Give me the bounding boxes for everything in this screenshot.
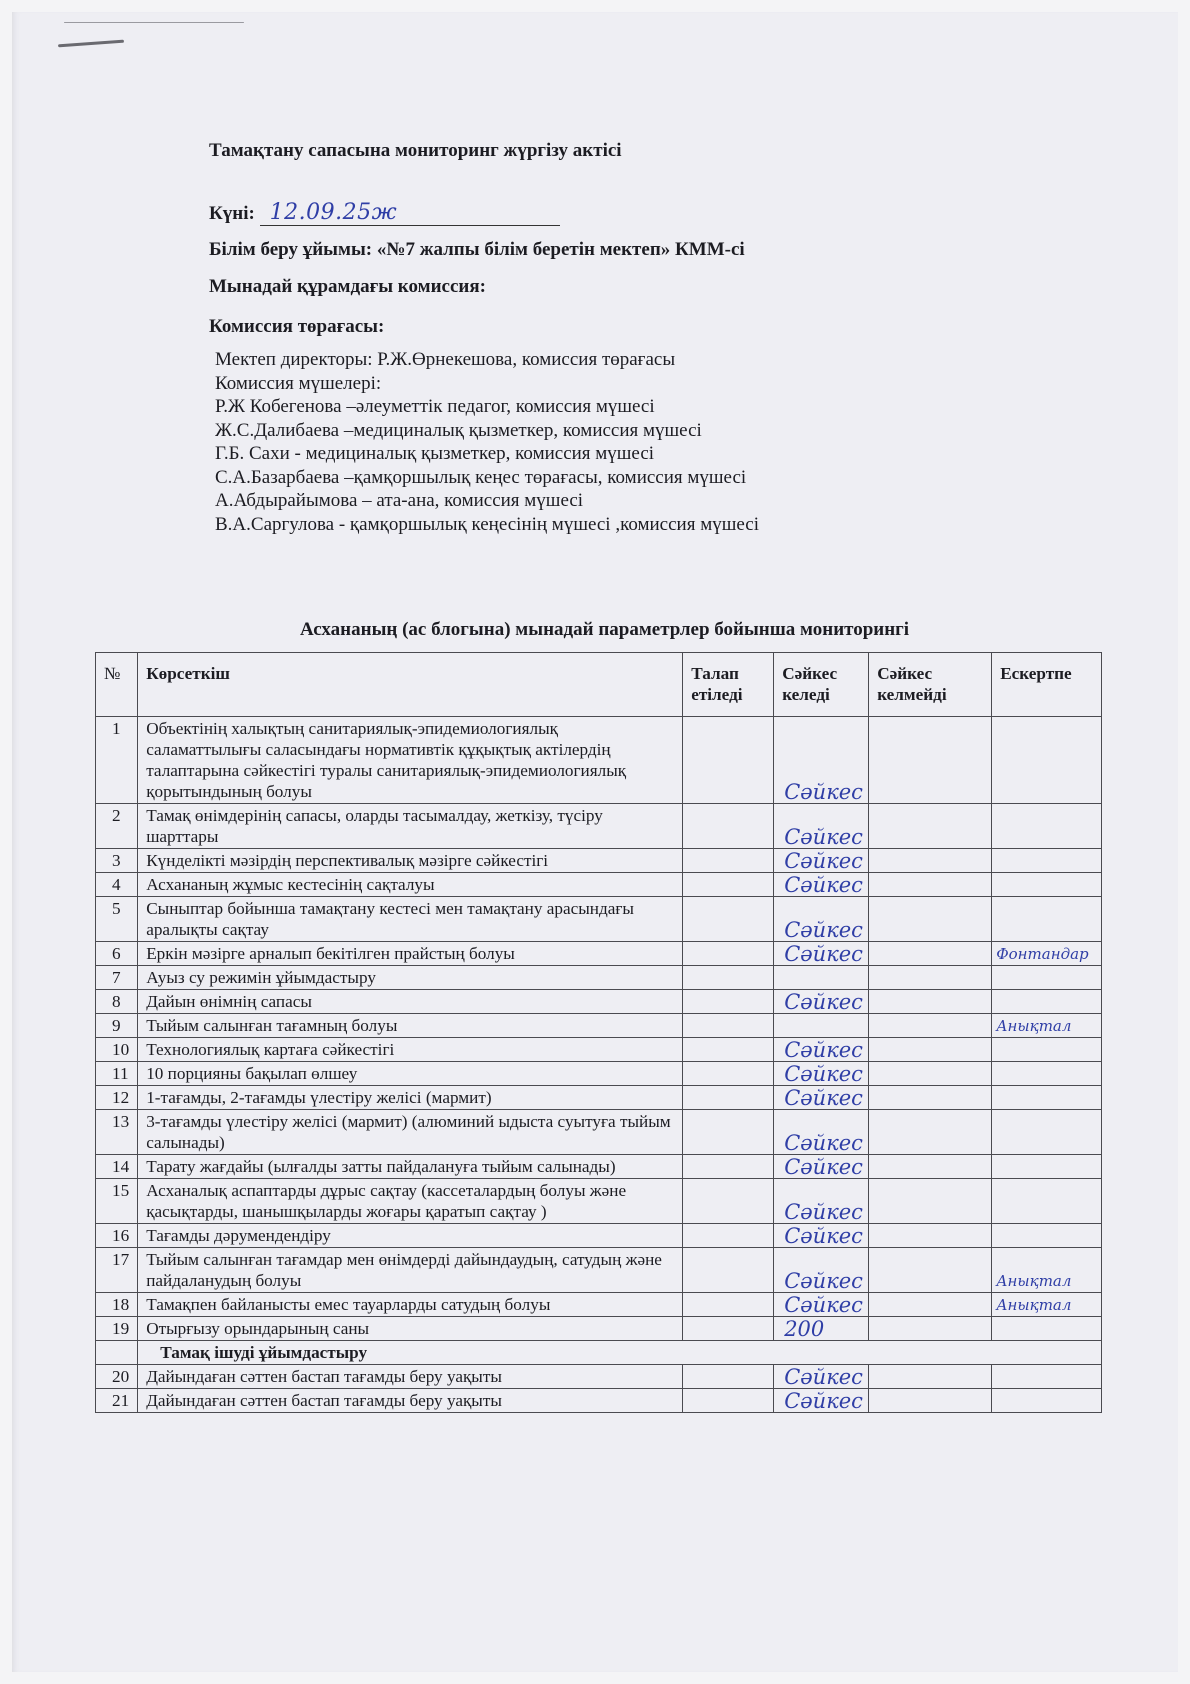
row-noncompliant xyxy=(869,1389,992,1413)
row-indicator: Сыныптар бойынша тамақтану кестесі мен тамақтану арасындағы аралықты сақтау xyxy=(138,897,683,942)
row-indicator: Тарату жағдайы (ылғалды затты пайдалануға тыйым салынады) xyxy=(138,1155,683,1179)
member-line: Комиссия мүшелері: xyxy=(215,372,382,394)
row-number: 2 xyxy=(96,804,138,849)
row-required xyxy=(683,942,774,966)
row-note xyxy=(992,1365,1102,1389)
row-required xyxy=(683,1293,774,1317)
row-noncompliant xyxy=(869,1014,992,1038)
row-required xyxy=(683,1086,774,1110)
header-compliant: Сәйкес келеді xyxy=(774,653,869,717)
header-number: № xyxy=(96,653,138,717)
row-noncompliant xyxy=(869,942,992,966)
row-note xyxy=(992,1224,1102,1248)
row-compliant: Сәйкес xyxy=(774,1389,869,1413)
row-compliant: Сәйкес xyxy=(774,990,869,1014)
table-row xyxy=(96,804,1102,849)
row-required xyxy=(683,1179,774,1224)
row-note xyxy=(992,849,1102,873)
member-line: Г.Б. Сахи - медициналық қызметкер, комиссия мүшесі xyxy=(215,443,655,464)
date-line xyxy=(209,200,560,226)
row-noncompliant xyxy=(869,1038,992,1062)
row-indicator: Тамақпен байланысты емес тауарларды сатудың болуы xyxy=(138,1293,683,1317)
row-number: 4 xyxy=(96,873,138,897)
row-number: 17 xyxy=(96,1248,138,1293)
header-indicator: Көрсеткіш xyxy=(138,653,683,717)
row-required xyxy=(683,1062,774,1086)
row-required xyxy=(683,1317,774,1341)
member-line: Ж.С.Далибаева –медициналық қызметкер, комиссия мүшесі xyxy=(215,419,702,441)
row-note xyxy=(992,1062,1102,1086)
row-indicator: Күнделікті мәзірдің перспективалық мәзірге сәйкестігі xyxy=(138,849,683,873)
row-indicator: 3-тағамды үлестіру желісі (мармит) (алюминий ыдыста суытуға тыйым салынады) xyxy=(138,1110,683,1155)
row-note: Анықтал xyxy=(992,1293,1102,1317)
row-note xyxy=(992,804,1102,849)
row-required xyxy=(683,1014,774,1038)
table-row xyxy=(96,1062,1102,1086)
table-row xyxy=(96,1155,1102,1179)
row-noncompliant xyxy=(869,1293,992,1317)
date-label: Күні: xyxy=(209,203,255,224)
row-indicator: Тағамды дәрумендендіру xyxy=(138,1224,683,1248)
table-row xyxy=(96,1317,1102,1341)
row-number: 11 xyxy=(96,1062,138,1086)
row-noncompliant xyxy=(869,717,992,804)
row-note: Фонтандар xyxy=(992,942,1102,966)
row-compliant: Сәйкес xyxy=(774,804,869,849)
row-number: 8 xyxy=(96,990,138,1014)
members-list xyxy=(215,348,759,536)
row-required xyxy=(683,1110,774,1155)
row-number: 16 xyxy=(96,1224,138,1248)
row-compliant: 200 xyxy=(774,1317,869,1341)
row-indicator: Отырғызу орындарының саны xyxy=(138,1317,683,1341)
row-number: 15 xyxy=(96,1179,138,1224)
row-note xyxy=(992,1086,1102,1110)
row-compliant: Сәйкес xyxy=(774,1038,869,1062)
row-number: 13 xyxy=(96,1110,138,1155)
row-note xyxy=(992,897,1102,942)
row-note: Анықтал xyxy=(992,1014,1102,1038)
table-row xyxy=(96,1224,1102,1248)
row-compliant: Сәйкес xyxy=(774,897,869,942)
table-row xyxy=(96,717,1102,804)
row-indicator: Технологиялық картаға сәйкестігі xyxy=(138,1038,683,1062)
row-number: 12 xyxy=(96,1086,138,1110)
row-noncompliant xyxy=(869,990,992,1014)
scan-artifact xyxy=(64,22,244,23)
scan-artifact xyxy=(58,40,124,48)
row-noncompliant xyxy=(869,873,992,897)
row-compliant: Сәйкес xyxy=(774,1179,869,1224)
row-compliant xyxy=(774,1014,869,1038)
table-row xyxy=(96,897,1102,942)
row-noncompliant xyxy=(869,849,992,873)
row-indicator: 1-тағамды, 2-тағамды үлестіру желісі (мармит) xyxy=(138,1086,683,1110)
row-required xyxy=(683,1038,774,1062)
row-indicator: Тамақ өнімдерінің сапасы, оларды тасымалдау, жеткізу, түсіру шарттары xyxy=(138,804,683,849)
member-line: Мектеп директоры: Р.Ж.Өрнекешова, комиссия төрағасы xyxy=(215,349,676,370)
row-note xyxy=(992,1389,1102,1413)
row-required xyxy=(683,849,774,873)
row-compliant: Сәйкес xyxy=(774,1293,869,1317)
member-line: Р.Ж Кобегенова –әлеуметтік педагог, комиссия мүшесі xyxy=(215,396,655,417)
row-indicator: 10 порцияны бақылап өлшеу xyxy=(138,1062,683,1086)
row-number: 1 xyxy=(96,717,138,804)
row-compliant: Сәйкес xyxy=(774,873,869,897)
row-noncompliant xyxy=(869,804,992,849)
table-row xyxy=(96,849,1102,873)
section-label: Тамақ ішуді ұйымдастыру xyxy=(138,1341,1102,1365)
row-required xyxy=(683,1155,774,1179)
row-compliant: Сәйкес xyxy=(774,1248,869,1293)
row-noncompliant xyxy=(869,1110,992,1155)
header-noncompliant: Сәйкес келмейді xyxy=(869,653,992,717)
row-noncompliant xyxy=(869,1317,992,1341)
row-number: 19 xyxy=(96,1317,138,1341)
row-number: 9 xyxy=(96,1014,138,1038)
row-required xyxy=(683,717,774,804)
table-row xyxy=(96,1365,1102,1389)
row-note xyxy=(992,1038,1102,1062)
section-row xyxy=(96,1341,1102,1365)
row-number: 20 xyxy=(96,1365,138,1389)
row-required xyxy=(683,804,774,849)
header-required: Талап етіледі xyxy=(683,653,774,717)
row-indicator: Дайындаған сәттен бастап тағамды беру уақыты xyxy=(138,1365,683,1389)
org-label: Білім беру ұйымы: xyxy=(209,239,373,260)
row-note xyxy=(992,990,1102,1014)
chair-heading: Комиссия төрағасы: xyxy=(209,316,385,337)
member-line: А.Абдырайымова – ата-ана, комиссия мүшесі xyxy=(215,490,584,511)
row-indicator: Ауыз су режимін ұйымдастыру xyxy=(138,966,683,990)
row-compliant: Сәйкес xyxy=(774,1155,869,1179)
row-note xyxy=(992,966,1102,990)
row-noncompliant xyxy=(869,1086,992,1110)
row-note xyxy=(992,717,1102,804)
table-row xyxy=(96,1086,1102,1110)
row-note: Анықтал xyxy=(992,1248,1102,1293)
row-note xyxy=(992,1110,1102,1155)
row-number: 5 xyxy=(96,897,138,942)
row-required xyxy=(683,990,774,1014)
row-number: 21 xyxy=(96,1389,138,1413)
row-compliant: Сәйкес xyxy=(774,1110,869,1155)
row-number: 3 xyxy=(96,849,138,873)
header-note: Ескертпе xyxy=(992,653,1102,717)
row-note xyxy=(992,1317,1102,1341)
row-number: 6 xyxy=(96,942,138,966)
row-note xyxy=(992,1179,1102,1224)
commission-heading: Мынадай құрамдағы комиссия: xyxy=(209,276,486,297)
row-required xyxy=(683,966,774,990)
table-row xyxy=(96,1179,1102,1224)
row-noncompliant xyxy=(869,1179,992,1224)
row-required xyxy=(683,897,774,942)
row-compliant xyxy=(774,966,869,990)
row-noncompliant xyxy=(869,897,992,942)
row-noncompliant xyxy=(869,966,992,990)
table-row xyxy=(96,1248,1102,1293)
row-indicator: Дайындаған сәттен бастап тағамды беру уақыты xyxy=(138,1389,683,1413)
monitoring-table xyxy=(95,652,1102,1413)
date-value: 12.09.25ж xyxy=(260,200,560,226)
row-note xyxy=(992,1155,1102,1179)
row-number: 7 xyxy=(96,966,138,990)
row-required xyxy=(683,1365,774,1389)
row-indicator: Асхананың жұмыс кестесінің сақталуы xyxy=(138,873,683,897)
row-compliant: Сәйкес xyxy=(774,1224,869,1248)
row-compliant: Сәйкес xyxy=(774,717,869,804)
row-required xyxy=(683,1389,774,1413)
table-row xyxy=(96,873,1102,897)
table-row xyxy=(96,990,1102,1014)
table-row xyxy=(96,966,1102,990)
row-compliant: Сәйкес xyxy=(774,1062,869,1086)
row-note xyxy=(992,873,1102,897)
row-required xyxy=(683,1248,774,1293)
member-line: В.А.Саргулова - қамқоршылық кеңесінің мүшесі ,комиссия мүшесі xyxy=(215,513,759,535)
row-required xyxy=(683,1224,774,1248)
row-noncompliant xyxy=(869,1224,992,1248)
row-compliant: Сәйкес xyxy=(774,1365,869,1389)
row-compliant: Сәйкес xyxy=(774,942,869,966)
table-header-row xyxy=(96,653,1102,717)
row-indicator: Асханалық аспаптарды дұрыс сақтау (кассеталардың болуы және қасықтарды, шанышқыларды жоғары қаратып сақтау ) xyxy=(138,1179,683,1224)
row-indicator: Тыйым салынған тағамның болуы xyxy=(138,1014,683,1038)
org-value: «№7 жалпы білім беретін мектеп» КММ-сі xyxy=(376,239,745,260)
row-indicator: Еркін мәзірге арналып бекітілген прайстың болуы xyxy=(138,942,683,966)
row-number: 14 xyxy=(96,1155,138,1179)
row-compliant: Сәйкес xyxy=(774,849,869,873)
row-indicator: Объектінің халықтың санитариялық-эпидемиологиялық саламаттылығы саласындағы нормативтік құқықтық актілердің талаптарына сәйкестігі туралы санитариялық-эпидемиологиялық қорытындының болуы xyxy=(138,717,683,804)
table-row xyxy=(96,1389,1102,1413)
row-noncompliant xyxy=(869,1155,992,1179)
row-required xyxy=(683,873,774,897)
row-noncompliant xyxy=(869,1062,992,1086)
section-title: Асхананың (ас блогына) мынадай параметрлер бойынша мониторингі xyxy=(300,619,910,640)
row-indicator: Дайын өнімнің сапасы xyxy=(138,990,683,1014)
table-row xyxy=(96,1293,1102,1317)
member-line: С.А.Базарбаева –қамқоршылық кеңес төрағасы, комиссия мүшесі xyxy=(215,466,747,488)
row-compliant: Сәйкес xyxy=(774,1086,869,1110)
section-number xyxy=(96,1341,138,1365)
row-noncompliant xyxy=(869,1365,992,1389)
organization-line xyxy=(209,239,745,261)
table-row xyxy=(96,1014,1102,1038)
row-number: 10 xyxy=(96,1038,138,1062)
row-noncompliant xyxy=(869,1248,992,1293)
table-row xyxy=(96,1110,1102,1155)
row-number: 18 xyxy=(96,1293,138,1317)
document-title: Тамақтану сапасына мониторинг жүргізу актісі xyxy=(209,140,622,161)
row-indicator: Тыйым салынған тағамдар мен өнімдерді дайындаудың, сатудың және пайдаланудың болуы xyxy=(138,1248,683,1293)
table-row xyxy=(96,1038,1102,1062)
table-row xyxy=(96,942,1102,966)
